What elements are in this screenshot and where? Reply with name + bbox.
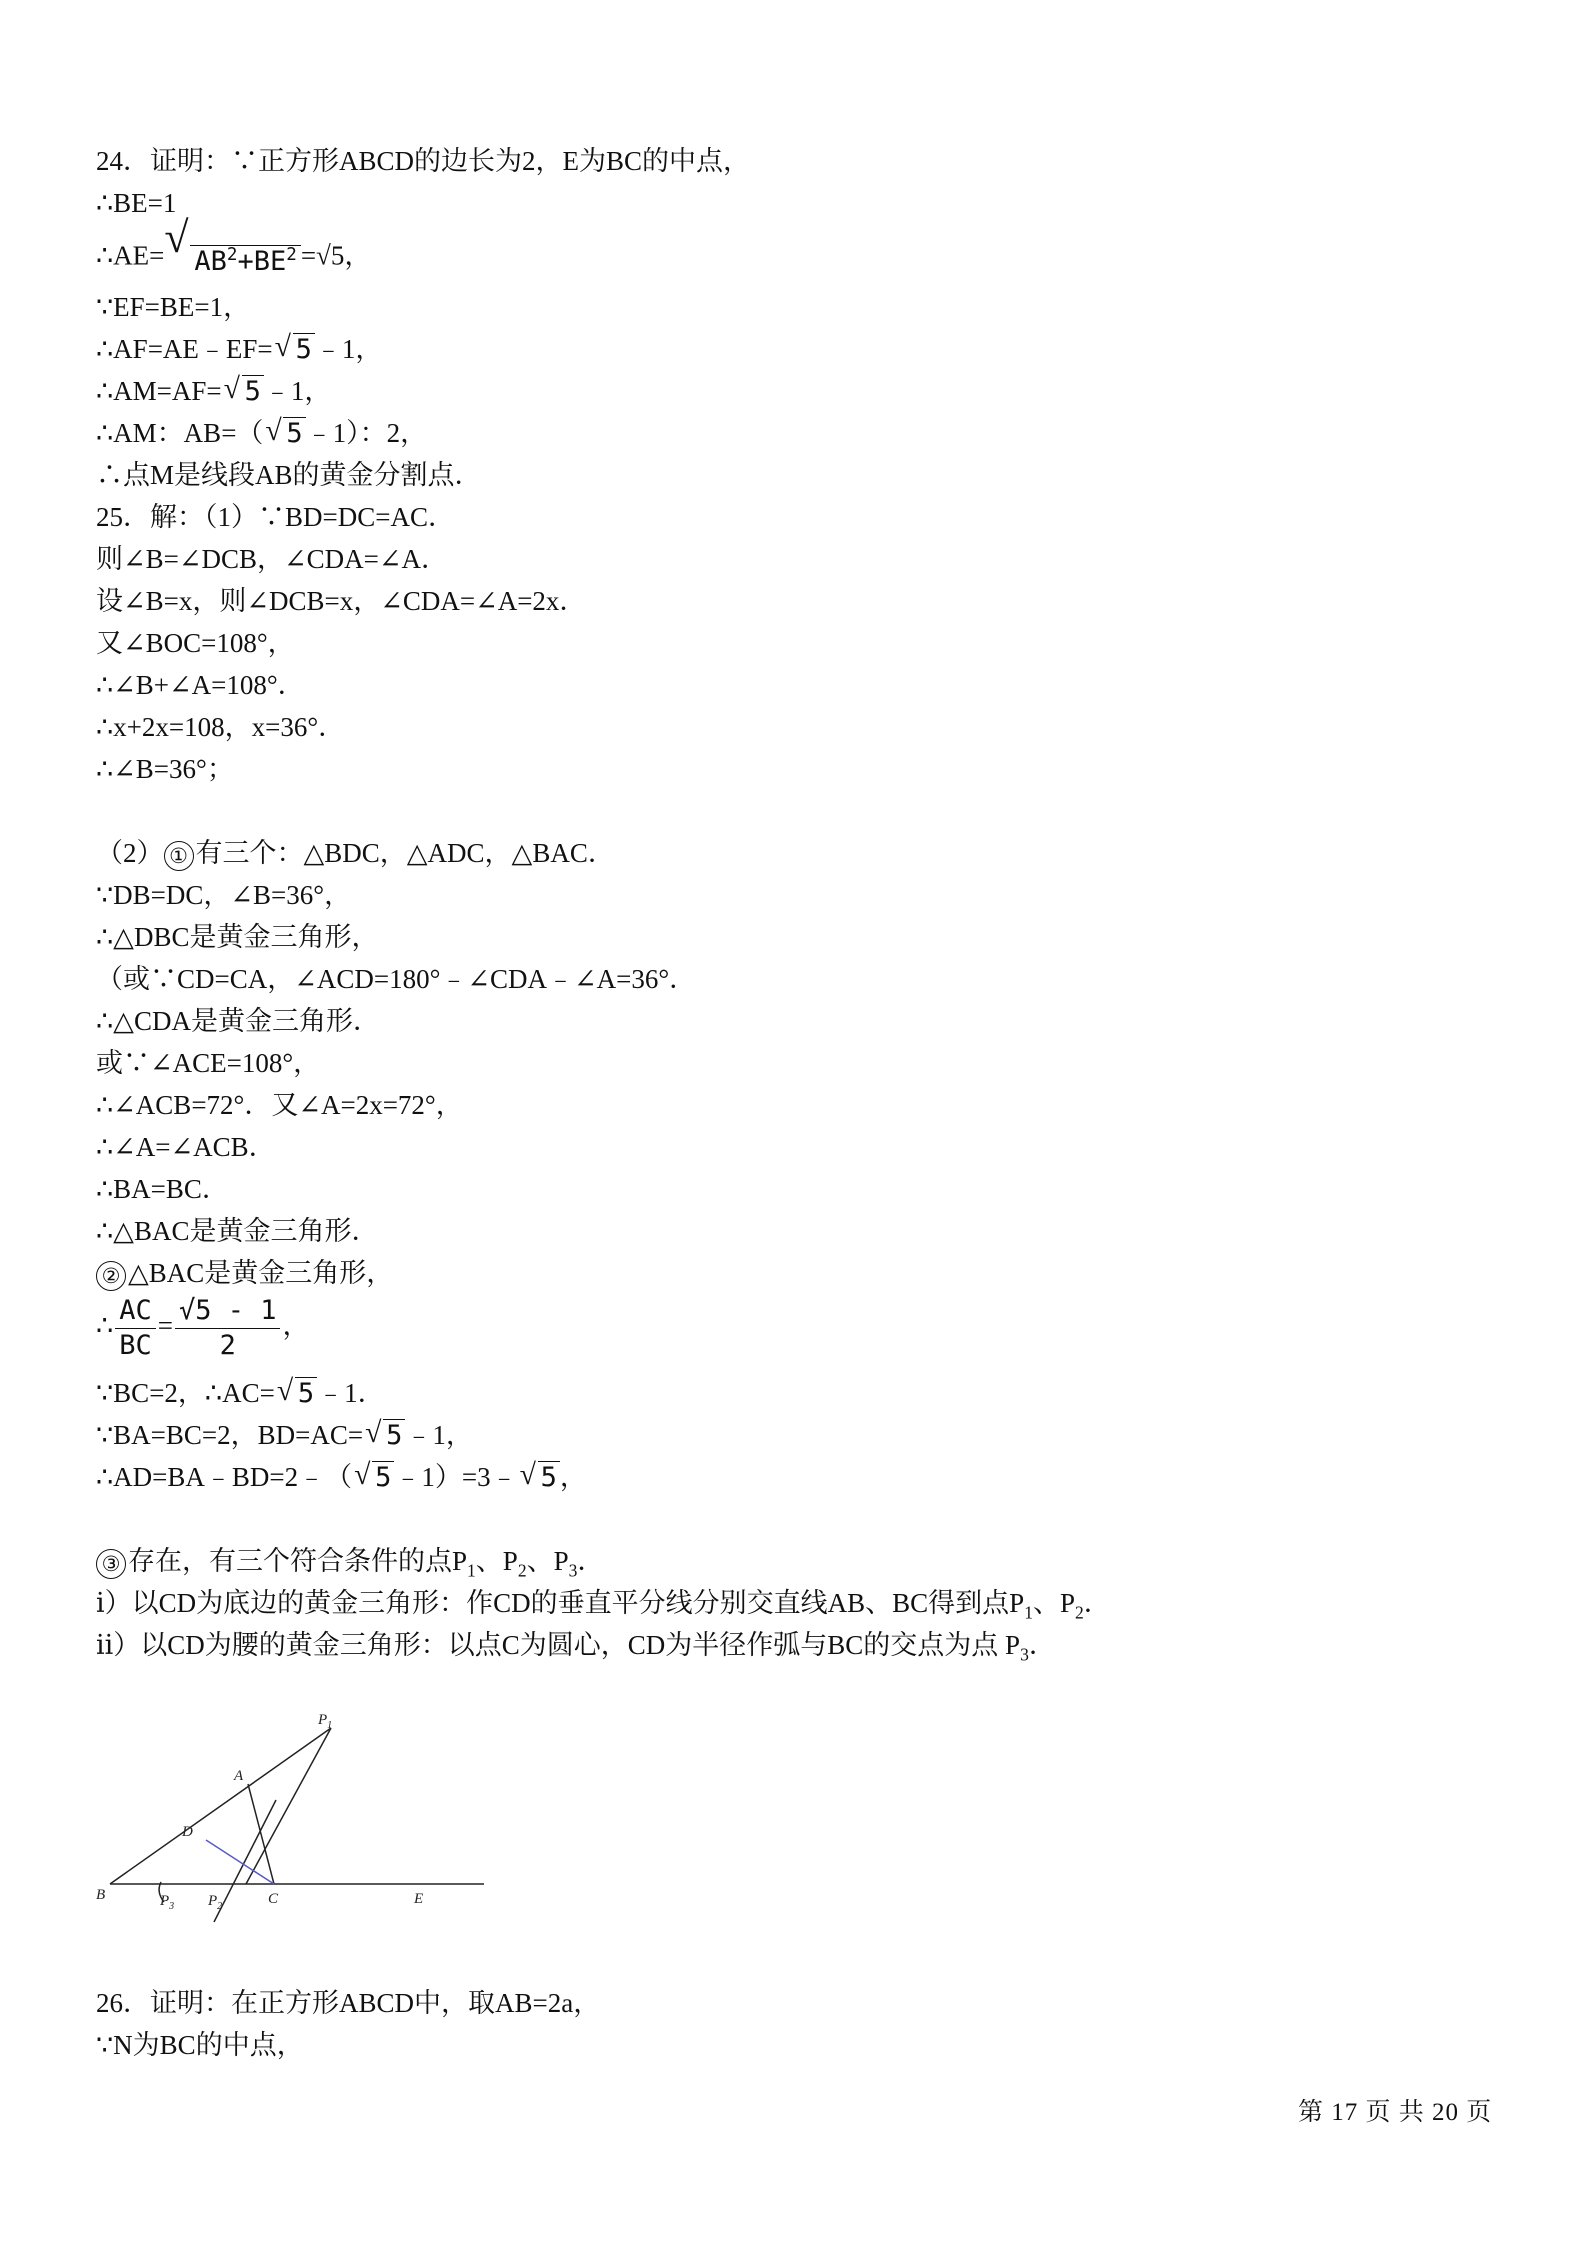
sqrt-expression: √ 5 [520,1456,560,1499]
formula-line-bd [96,1414,1496,1456]
subscript: 1 [1024,1602,1033,1623]
circled-number-3: ③ [96,1549,126,1579]
text-line: 24．证明：∵正方形ABCD的边长为2，E为BC的中点， [96,146,751,176]
text-line: ∴△CDA是黄金三角形． [96,1006,380,1036]
formula-middle: ﹣1）=3﹣ [394,1462,518,1492]
problem-26-content [96,1982,1496,2066]
formula-result: =√5， [300,240,372,271]
formula-prefix: ∴AM：AB=（ [96,418,264,448]
fraction-ac-bc: $\frac{AC}{BC}$ [115,1294,156,1363]
sqrt-expression [164,224,300,293]
line-text: 、P [526,1546,569,1576]
text-line: ∴∠B+∠A=108°． [96,670,305,700]
circled-number-1: ① [164,841,194,871]
punctuation: ． [1028,1630,1056,1660]
formula-prefix: ∴ [96,1310,114,1341]
exponent: 2 [286,245,297,265]
solution-content [96,140,1496,1666]
text-line: ∴点M是线段AB的黄金分割点． [96,460,482,490]
spacer [96,1498,1496,1540]
circled-number-2: ② [96,1261,126,1291]
text-line: 或∵∠ACE=108°， [96,1048,321,1078]
formula-suffix: ﹣1， [263,376,332,406]
exponent: 2 [226,245,238,265]
radicand-term: AB [194,246,227,277]
spacer [96,790,1496,832]
line-text: △BAC是黄金三角形， [128,1258,394,1288]
punctuation: ． [1083,1588,1111,1618]
text-line: ∴x+2x=108，x=36°． [96,712,346,742]
line-text: 存在，有三个符合条件的点P [128,1546,468,1576]
line-p2-p1-bisector [214,1800,276,1922]
punctuation: ， [282,1310,310,1341]
text-line: ∴△DBC是黄金三角形， [96,922,379,952]
formula-suffix: ﹣1， [314,334,383,364]
subscript: 2 [1075,1602,1084,1623]
text-line [96,1252,1496,1294]
formula-line-ac [96,1372,1496,1414]
equals-sign: = [157,1310,173,1341]
formula-line-ratio [96,412,1496,454]
sqrt-expression: √ 5 [365,1414,405,1457]
formula-prefix: ∵BC=2，∴AC= [96,1378,275,1408]
text-line: ∴BE=1 [96,188,177,218]
line-c-p1 [246,1728,331,1884]
text-line: （或∵CD=CA，∠ACD=180°﹣∠CDA﹣∠A=36°． [96,964,697,994]
text-line: ∴BA=BC． [96,1174,229,1204]
sqrt-expression: √ 5 [265,412,305,455]
text-line: 26．证明：在正方形ABCD中，取AB=2a， [96,1988,601,2018]
text-line: ∴∠ACB=72°．又∠A=2x=72°， [96,1090,463,1120]
text-line [96,1624,1496,1666]
subscript: 3 [1020,1644,1029,1665]
text-line: 设∠B=x，则∠DCB=x，∠CDA=∠A=2x． [96,586,587,616]
subscript: 1 [467,1560,476,1581]
subscript: 3 [568,1560,578,1581]
formula-suffix: ﹣1． [317,1378,385,1408]
line-text: ⅱ）以CD为腰的黄金三角形：以点C为圆心，CD为半径作弧与BC的交点为点 P [96,1630,1021,1660]
label-d: D [182,1824,193,1840]
formula-prefix: ∴AE= [96,240,165,271]
text-line: ∵EF=BE=1， [96,292,251,322]
label-b: B [96,1887,106,1903]
text-line: ∴∠B=36°； [96,754,234,784]
formula-prefix: ∴AD=BA﹣BD=2﹣（ [96,1462,353,1492]
radicand-term: +BE [237,246,287,277]
line-b-p1 [110,1728,331,1884]
formula-prefix: ∵BA=BC=2，BD=AC= [96,1420,364,1450]
geometry-figure [96,1712,496,1942]
fraction-line [96,1294,1496,1372]
line-text: 、P [475,1546,518,1576]
line-text: 、P [1032,1588,1075,1618]
label-p3: $P_3$ [160,1893,175,1912]
punctuation: ． [577,1546,605,1576]
label-a: A [234,1768,244,1784]
label-c: C [268,1891,279,1907]
formula-line-am [96,370,1496,412]
formula-line-ae [96,224,1496,286]
sqrt-expression: √ 5 [275,328,315,371]
formula-prefix: ∴AF=AE﹣EF= [96,334,273,364]
sqrt-expression: √ 5 [277,1372,317,1415]
formula-suffix: ﹣1）：2， [305,418,428,448]
part-label: （2） [96,838,164,868]
subscript: 2 [517,1560,527,1581]
label-e: E [414,1891,424,1907]
text-line: ∵N为BC的中点， [96,2030,304,2060]
text-line [96,1540,1496,1582]
sqrt-expression: √ 5 [224,370,264,413]
text-line: 又∠BOC=108°， [96,628,295,658]
sqrt-expression: √ 5 [354,1456,394,1499]
text-line [96,832,1496,874]
text-line: 则∠B=∠DCB，∠CDA=∠A． [96,544,448,574]
page-footer: 第 17 页 共 20 页 [1298,2099,1493,2126]
formula-prefix: ∴AM=AF= [96,376,222,406]
text-line: ∴∠A=∠ACB． [96,1132,276,1162]
text-line: 25．解：（1）∵BD=DC=AC． [96,502,455,532]
text-line: ∴△BAC是黄金三角形． [96,1216,379,1246]
formula-line-ad [96,1456,1496,1498]
label-p1: $P_1$ [318,1712,333,1731]
line-text: ⅰ）以CD为底边的黄金三角形：作CD的垂直平分线分别交直线AB、BC得到点P [96,1588,1025,1618]
formula-line-af [96,328,1496,370]
punctuation: ， [559,1462,587,1492]
fraction-golden: $\frac{√5 - 1}{2}$ [175,1294,281,1363]
label-p2: $P_2$ [208,1893,223,1912]
text-line: ∵DB=DC，∠B=36°， [96,880,352,910]
text-line [96,1582,1496,1624]
line-text: 有三个：△BDC，△ADC，△BAC． [195,838,615,868]
formula-suffix: ﹣1， [405,1420,473,1450]
